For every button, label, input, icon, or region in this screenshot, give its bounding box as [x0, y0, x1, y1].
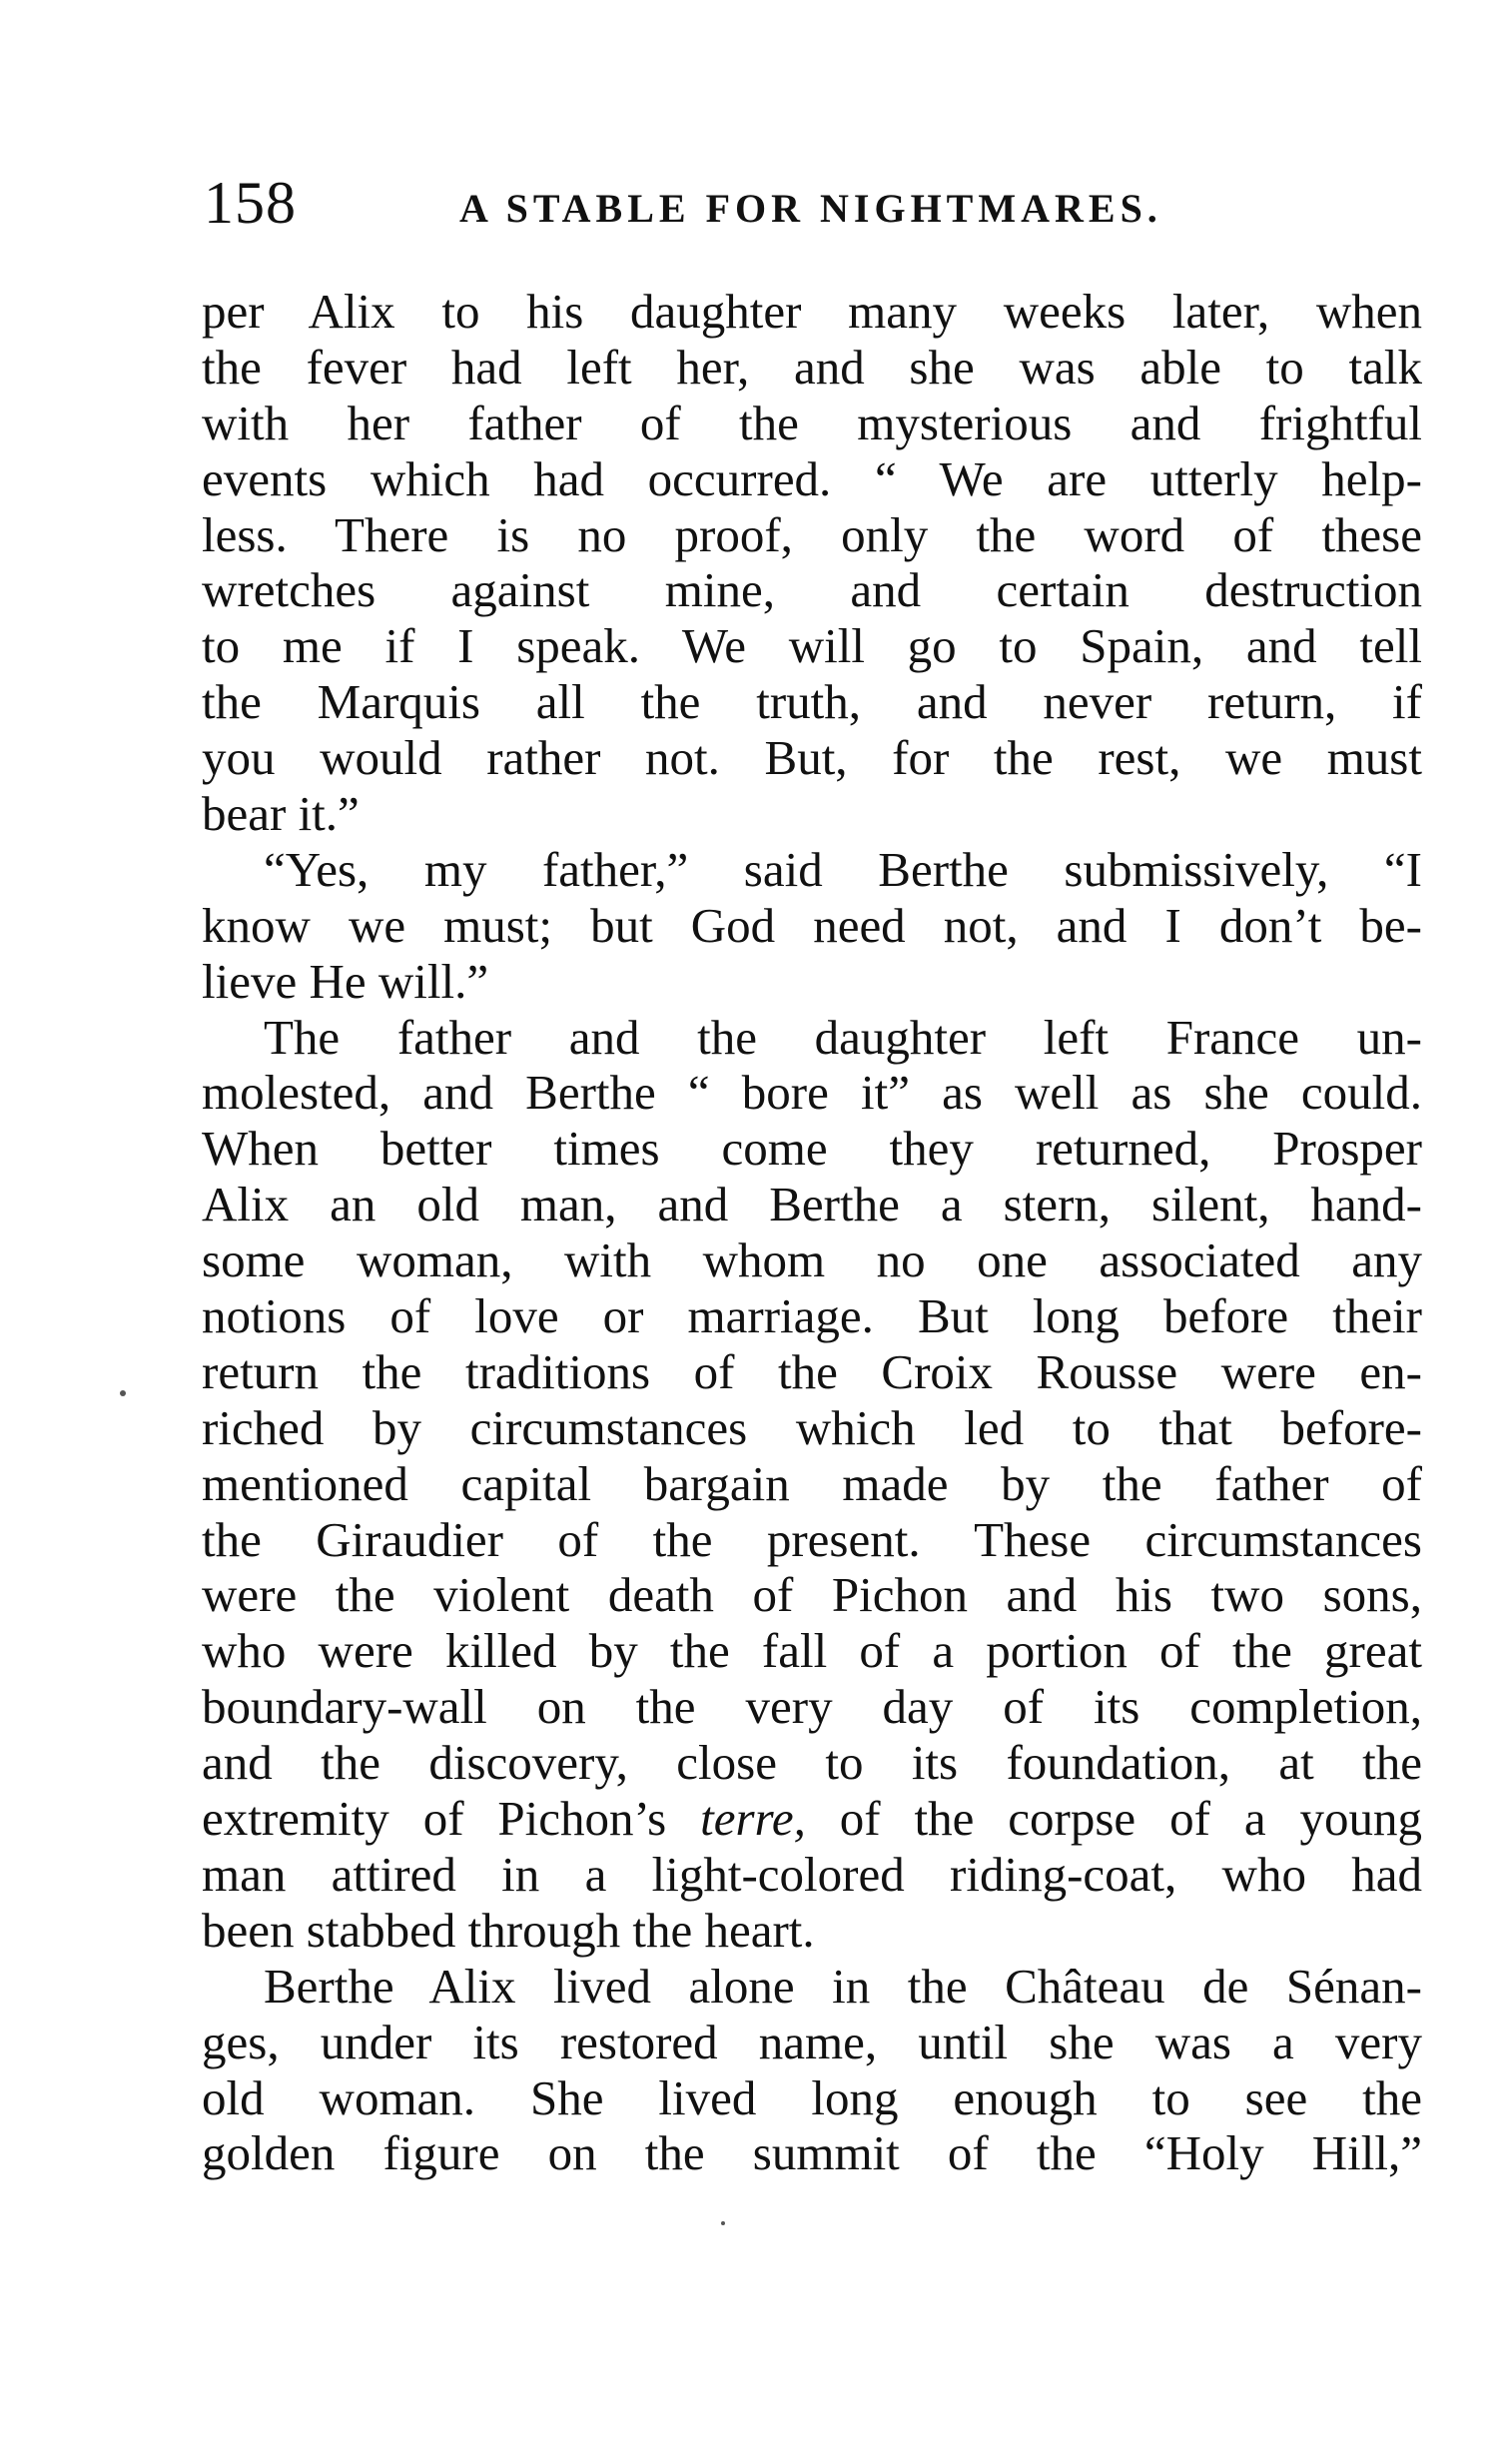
text-line: were the violent death of Pichon and his two sons,: [202, 1567, 1422, 1623]
text-line: When better times come they returned, Prosper: [202, 1121, 1422, 1177]
text-line: and the discovery, close to its foundation, at the: [202, 1735, 1422, 1791]
text-line: The father and the daughter left France un-: [264, 1009, 1422, 1065]
text-segment: extremity of Pichon’s: [202, 1791, 667, 1847]
text-line: with her father of the mysterious and frightful: [202, 395, 1422, 450]
text-line: ges, under its restored name, until she was a very: [202, 2014, 1422, 2069]
italic-word: terre,: [700, 1791, 806, 1847]
text-line: notions of love or marriage. But long before their: [202, 1288, 1422, 1344]
page-number: 158: [204, 170, 297, 236]
text-line: some woman, with whom no one associated any: [202, 1232, 1422, 1288]
text-line: you would rather not. But, for the rest, we must: [202, 730, 1422, 786]
text-line: boundary-wall on the very day of its completion,: [202, 1679, 1422, 1735]
text-line: molested, and Berthe “ bore it” as well as she could.: [202, 1065, 1422, 1121]
text-line: return the traditions of the Croix Rousse were en-: [202, 1343, 1422, 1399]
text-line-with-italic: [202, 1791, 1422, 1847]
text-line: less. There is no proof, only the word of these: [202, 506, 1422, 562]
text-line: man attired in a light-colored riding-coat, who had: [202, 1846, 1422, 1902]
print-speck: [120, 1390, 126, 1396]
print-speck: [721, 2221, 725, 2225]
text-line: events which had occurred. “ We are utterly help-: [202, 450, 1422, 506]
text-line: mentioned capital bargain made by the father of: [202, 1455, 1422, 1511]
text-line: lieve He will.”: [202, 953, 489, 1009]
text-line: bear it.”: [202, 786, 360, 842]
page-header: [204, 168, 1412, 238]
text-line: Alix an old man, and Berthe a stern, silent, hand-: [202, 1177, 1422, 1232]
text-segment: of the corpse of a young: [839, 1791, 1422, 1847]
text-line: riched by circumstances which led to that before-: [202, 1399, 1422, 1455]
text-line: old woman. She lived long enough to see the: [202, 2069, 1422, 2125]
text-line: the fever had left her, and she was able to talk: [202, 339, 1422, 395]
text-line: Berthe Alix lived alone in the Château de Sénan-: [264, 1958, 1422, 2014]
text-line: the Giraudier of the present. These circumstances: [202, 1511, 1422, 1567]
text-line: to me if I speak. We will go to Spain, and tell: [202, 618, 1422, 674]
text-line: been stabbed through the heart.: [202, 1902, 815, 1958]
text-line: “Yes, my father,” said Berthe submissively, “I: [264, 841, 1422, 897]
text-line: golden figure on the summit of the “Holy Hill,”: [202, 2125, 1422, 2181]
text-line: the Marquis all the truth, and never return, if: [202, 674, 1422, 730]
text-line: per Alix to his daughter many weeks later, when: [202, 284, 1422, 339]
text-line: wretches against mine, and certain destruction: [202, 562, 1422, 618]
text-line: who were killed by the fall of a portion of the great: [202, 1623, 1422, 1679]
body-text: [202, 284, 1422, 2181]
text-line: know we must; but God need not, and I don’t be-: [202, 897, 1422, 953]
running-title: A STABLE FOR NIGHTMARES.: [459, 186, 1162, 231]
